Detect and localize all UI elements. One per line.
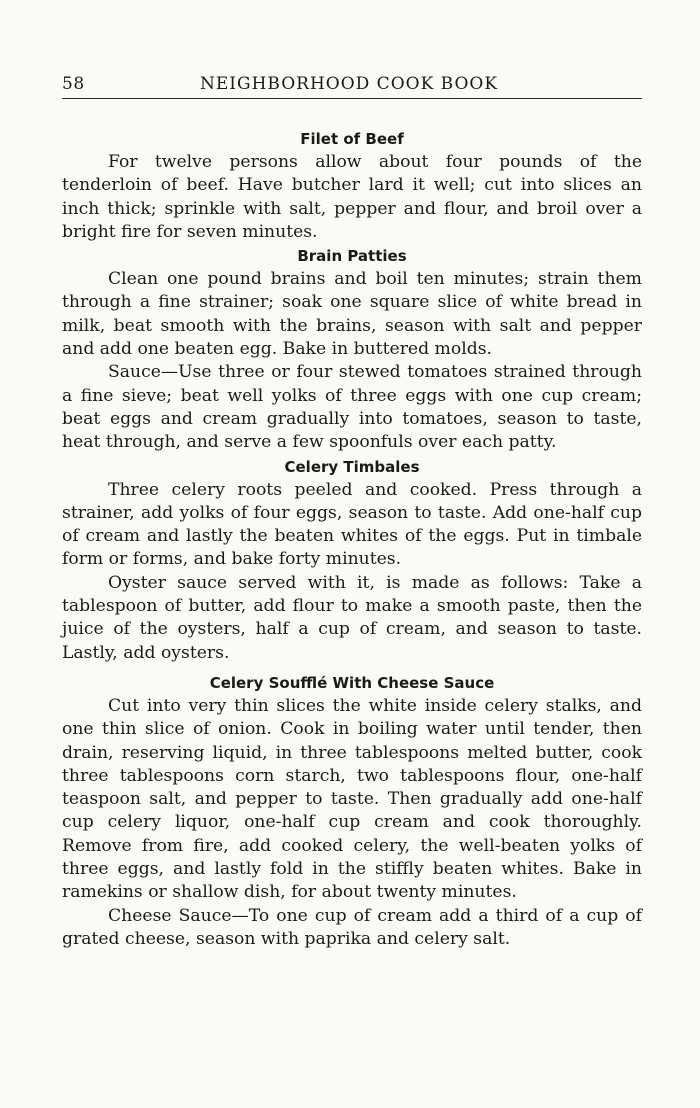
recipe-title: Celery Timbales — [284, 457, 420, 476]
recipe-title: Brain Patties — [297, 247, 407, 266]
running-head — [62, 70, 642, 99]
recipe-celery-timbales — [62, 455, 642, 665]
recipe-sauce-paragraph: Oyster sauce served with it, is made as follows: Take a tablespoon of butter, add flour to make a smooth paste, then the juice of the oysters, half a cup of cream, and season to taste. Lastly, add oysters. — [62, 572, 642, 663]
recipe-title: Filet of Beef — [300, 130, 404, 148]
recipe-paragraph: Cut into very thin slices the white inside celery stalks, and one thin slice of onion. Cook in boiling water until tender, then drain, reserving liquid, in three tablespoons melted butter, cook three tablespoons corn starch, two tablespoons flour, one-half teaspoon salt, and pepper to taste. Then gradually add one-half cup celery liquor, one-half cup cream and cook thoroughly. Remove from fire, add cooked celery, the well-beaten yolks of three eggs, and lastly fold in the stiffly beaten whites. Bake in ramekins or shallow dish, for about twenty minutes. — [62, 695, 642, 903]
recipe-sauce-paragraph: Sauce—Use three or four stewed tomatoes strained through a fine sieve; beat well yolks of three eggs with one cup cream; beat eggs and cream gradually into tomatoes, season to taste, heat through, and serve a few spoonfuls over each patty. — [62, 362, 642, 453]
recipe-celery-souffle — [62, 671, 642, 951]
recipe-sauce-paragraph: Cheese Sauce—To one cup of cream add a third of a cup of grated cheese, season with paprika and celery salt. — [62, 905, 642, 949]
recipe-paragraph: Clean one pound brains and boil ten minutes; strain them through a fine strainer; soak one square slice of white bread in milk, beat smooth with the brains, season with salt and pepper and add one beaten egg. Bake in buttered molds. — [62, 269, 642, 360]
recipe-brain-patties — [62, 244, 642, 454]
book-title: NEIGHBORHOOD COOK BOOK — [200, 74, 499, 94]
recipe-paragraph: Three celery roots peeled and cooked. Press through a strainer, add yolks of four eggs, season to taste. Add one-half cup of cream and lastly the beaten whites of the eggs. Put in timbale form or forms, and bake forty minutes. — [62, 479, 642, 570]
page-number: 58 — [62, 74, 85, 94]
recipe-title: Celery Soufflé With Cheese Sauce — [209, 673, 495, 692]
recipe-filet-of-beef — [62, 127, 642, 244]
book-page — [62, 70, 642, 951]
recipe-paragraph: For twelve persons allow about four pounds of the tenderloin of beef. Have butcher lard it well; cut into slices an inch thick; sprinkle with salt, pepper and flour, and broil over a bright fire for seven minutes. — [62, 152, 642, 242]
